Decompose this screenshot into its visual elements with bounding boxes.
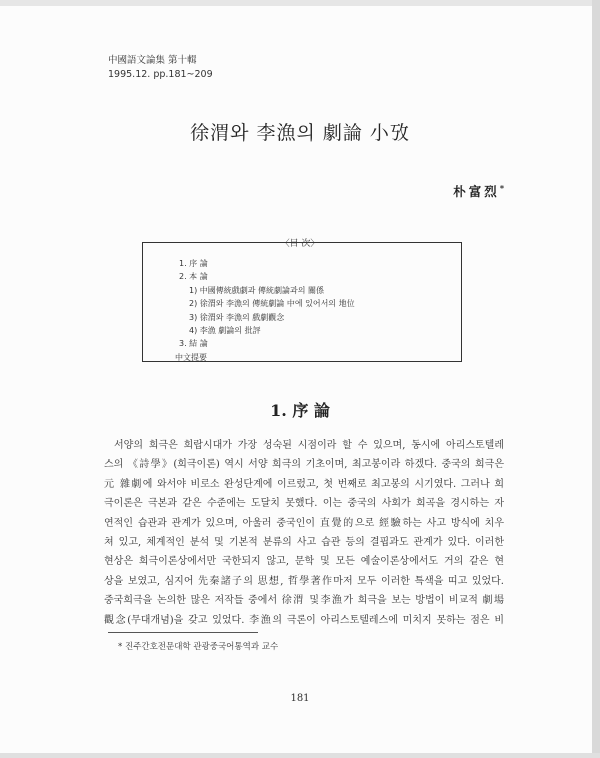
- scan-edge-bottom: [0, 753, 600, 758]
- toc-item: 中文提要: [175, 352, 207, 362]
- body-text: [104, 436, 504, 630]
- journal-name: 中國語文論集 第十輯: [108, 55, 197, 66]
- journal-header: [108, 54, 213, 82]
- toc-list: [143, 257, 355, 364]
- body-line: 元 雜劇에 와서야 비로소 완성단계에 이르렀고, 첫 번째로 최고봉의 시기였다. 그러나 희: [104, 478, 504, 490]
- author-line: [453, 182, 504, 200]
- body-line: 연적인 습관과 관계가 있으며, 아울러 중국인이 直覺的으로 經驗하는 사고 방식에 치우: [104, 517, 504, 529]
- toc-item: 2. 本 論: [179, 272, 208, 282]
- body-line: 스의 《詩學》(희극이론) 역시 서양 희극의 기초이며, 최고봉이라 하겠다. 중국의 희극은: [104, 459, 504, 471]
- toc-heading: 〈目 次〉: [0, 236, 600, 249]
- body-line: 극이론은 극본과 같은 수준에는 도달치 못했다. 이는 중국의 사회가 희곡을 경시하는 자: [104, 498, 504, 510]
- table-of-contents: [142, 242, 462, 362]
- author-name: 朴富烈: [453, 184, 500, 199]
- toc-item: 3) 徐渭와 李漁의 戲劇觀念: [189, 312, 285, 322]
- toc-item: 4) 李漁 劇論의 批評: [189, 326, 261, 336]
- toc-item: 2) 徐渭와 李漁의 傳統劇論 中에 있어서의 地位: [189, 299, 355, 309]
- paper-title: 徐渭와 李漁의 劇論 小攷: [190, 122, 410, 144]
- toc-item: 3. 結 論: [179, 339, 208, 349]
- journal-issue: 1995.12. pp.181~209: [108, 69, 213, 80]
- body-line: 서양의 희극은 희랍시대가 가장 성숙된 시점이라 할 수 있으며, 동시에 아리스토텔레: [114, 440, 504, 451]
- scan-edge-top: [0, 0, 600, 6]
- body-line: 현상은 희극이론상에서만 국한되지 않고, 문학 및 모든 예술이론상에서도 거의 같은 현: [104, 556, 504, 568]
- toc-item: 1) 中國傳統戲劇과 傳統劇論과의 關係: [189, 285, 325, 295]
- body-line: 쳐 있고, 체계적인 분석 및 기본적 분류의 사고 습관 등의 결핍과도 관계가 있다. 이러한: [104, 537, 504, 549]
- page-number: 181: [290, 693, 310, 704]
- body-line: 중국희극을 논의한 많은 저작들 중에서 徐渭 및李漁가 희극을 보는 방법이 비교적 劇場: [104, 595, 504, 607]
- footnote: * 진주간호전문대학 관광중국어통역과 교수: [118, 642, 279, 652]
- section-heading: 1. 序 論: [270, 401, 330, 420]
- footnote-divider: [108, 632, 258, 633]
- author-footnote-mark: *: [499, 182, 504, 193]
- body-line: 觀念(무대개념)을 갖고 있었다. 李漁의 극론이 아리스토텔레스에 미치지 못하는 점은 비: [104, 614, 504, 626]
- scan-edge-right: [592, 0, 600, 758]
- body-line: 상을 보였고, 심지어 先秦諸子의 思想, 哲學著作마저 모두 이러한 특색을 띠고 있었다.: [104, 575, 504, 587]
- toc-item: 1. 序 論: [179, 259, 208, 268]
